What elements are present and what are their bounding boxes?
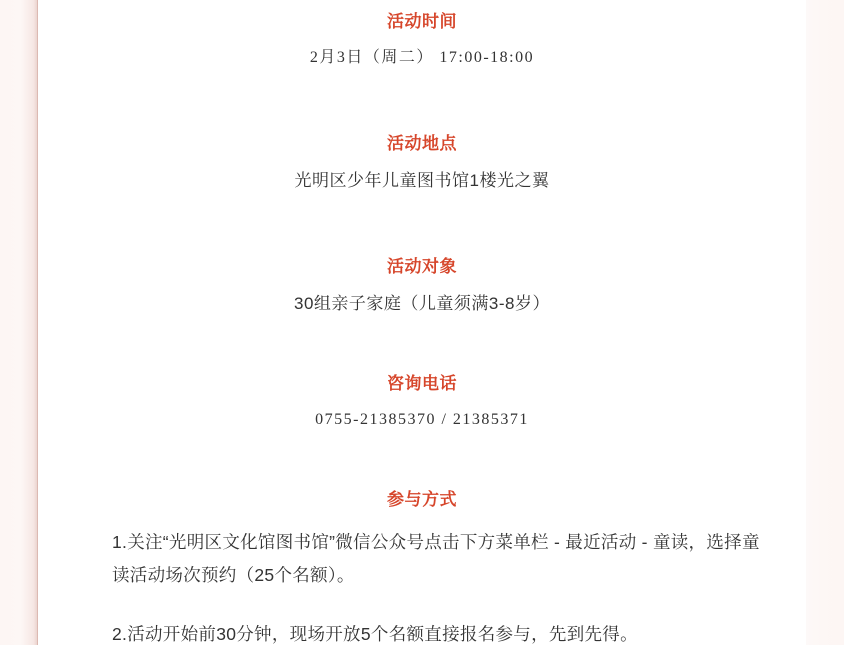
- section-value: 光明区少年儿童图书馆1楼光之翼: [294, 170, 550, 190]
- section-value: 0755-21385370 / 21385371: [315, 411, 529, 429]
- section-activity-audience: [70, 255, 774, 316]
- participation-paragraph-1: 1.关注“光明区文化馆图书馆”微信公众号点击下方菜单栏 - 最近活动 - 童读，选择童读活动场次预约（25个名额）。: [112, 531, 760, 586]
- left-page-edge-decoration: [0, 0, 38, 645]
- section-value: 2月3日（周二） 17:00-18:00: [309, 48, 535, 66]
- section-activity-location: [70, 132, 774, 193]
- participation-paragraphs: [70, 526, 774, 652]
- section-contact-phone: [70, 372, 774, 432]
- right-page-edge-decoration: [806, 0, 844, 645]
- section-heading: 活动对象: [387, 257, 457, 277]
- poster-content: [38, 0, 806, 645]
- section-participation: [70, 488, 774, 512]
- section-heading: 咨询电话: [387, 374, 457, 394]
- section-heading: 参与方式: [387, 490, 457, 510]
- participation-paragraph-2: 2.活动开始前30分钟，现场开放5个名额直接报名参与，先到先得。: [112, 624, 638, 645]
- section-value: 30组亲子家庭（儿童须满3-8岁）: [294, 293, 550, 313]
- section-heading: 活动时间: [387, 12, 457, 31]
- section-heading: 活动地点: [387, 133, 457, 153]
- section-activity-time: [70, 10, 774, 70]
